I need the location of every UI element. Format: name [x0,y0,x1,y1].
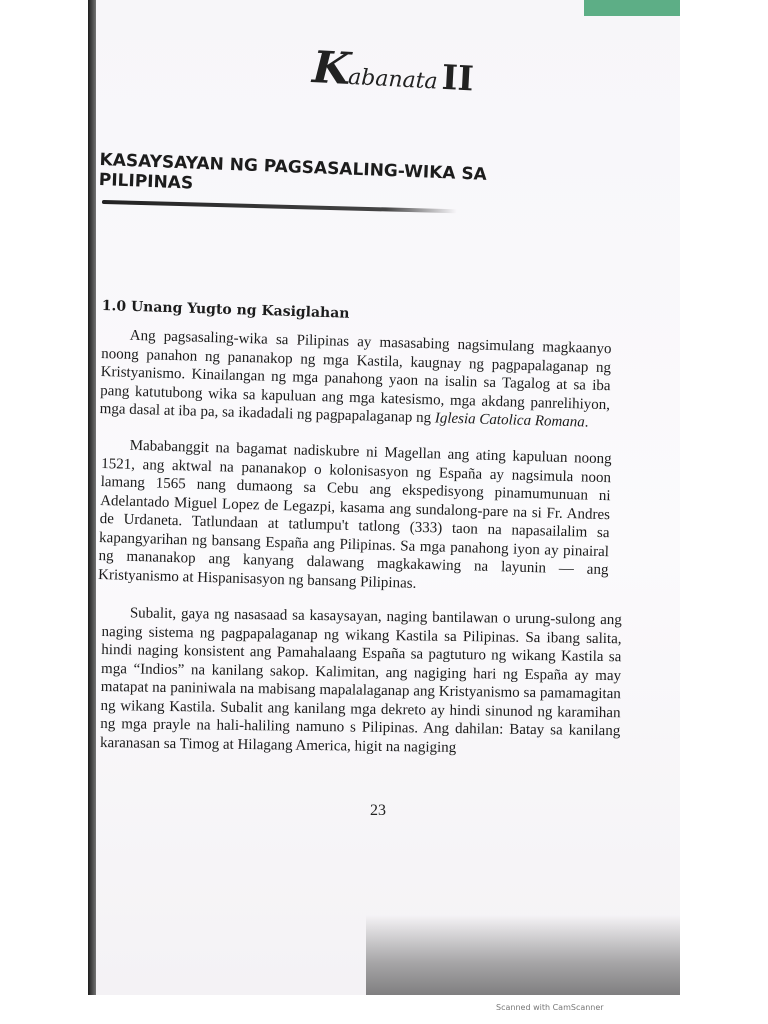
chapter-title: KASAYSAYAN NG PAGSASALING-WIKA SA PILIPINAS [98,150,488,194]
book-page [96,0,680,995]
corner-accent [584,0,680,16]
chapter-heading [311,42,544,114]
section-heading: 1.0 Unang Yugto ng Kasiglahan [101,298,350,322]
paragraph-text: Subalit, gaya ng nasasaad sa kasaysayan, naging bantilawan o urung-sulong ang naging sistema ng pagpapalaganap ng wikang Kastila sa Pilipinas. Sa ibang salita, hindi naging konsistent ang Pamahalaang España sa pagtuturo ng wikang Kastila sa mga “Indios” na kanilang sakop. Kalimitan, ang nagiging hari ng España ay may matapat na paniniwala na mabisang mapalalaganap ang Kristyanismo sa pamamagitan ng wikang Kastila. Subalit ang kanilang mga dekreto ay hindi sinunod ng karamihan ng mga prayle na hali-haliling namuno s Pilipinas. Ang dahilan: Batay sa kanilang karanasan sa Timog at Hilagang America, higit na nagiging [99,605,622,756]
chapter-word: abanata [347,64,439,95]
paragraph-text: Mababanggit na bagamat nadiskubre ni Magellan ang ating kapuluan noong 1521, ang aktwal na pananakop o kolonisasyon ng España ay nagsimula noon lamang 1565 nang dumaong sa Cebu ang ekspedisyong pinamumunuan ni Adelantado Miguel Lopez de Legazpi, kasama ang sundalong-pare na si Fr. Andres de Urdaneta. Tatlundaan at tatlumpu't tatlong (333) taon na napasailalim sa kapangyarihan ng bansang España ang Pilipinas. Sa mga panahong iyon ay pinairal ng mananakop ang kanyang dalawang magkakawing na layunin — ang Kristyanismo at Hispanisasyon ng bansang Pilipinas. [97,437,612,592]
hand-shadow [366,915,680,995]
paragraph-2 [98,436,612,598]
scanner-watermark: Scanned with CamScanner [496,1003,604,1012]
page-number: 23 [370,802,386,819]
scan-background [0,0,96,1024]
chapter-initial: K [311,42,350,95]
paragraph-1: Ang pagsasaling-wika sa Pilipinas ay masasabing nagsimulang magkaanyo noong panahon ng pananakop ng mga Kastila, kaugnay ng pagpapalaganap ng Kristyanismo. Kinailangan ng mga panahong yaon na isalin sa Tagalog at sa iba pang katutubong wika sa kapuluan ang mga katesismo, mga akdang panrelihiyon, mga dasal at iba pa, sa ikadadali ng pagpapalaganap ng Iglesia Catolica Romana. [99,327,612,431]
paragraph-text: Ang pagsasaling-wika sa Pilipinas ay masasabing nagsimulang magkaanyo noong panahon ng pananakop ng mga Kastila, kaugnay ng pagpapalaganap ng Kristyanismo. Kinailangan ng mga panahong yaon na isalin sa Tagalog at sa iba pang katutubong wika sa kapuluan ang mga katesismo, mga akdang panrelihiyon, mga dasal at iba pa, sa ikadadali ng pagpapalaganap ng [99,327,612,427]
title-underline [102,200,457,213]
paragraph-3 [100,604,622,759]
paragraph-italic-text: Iglesia Catolica Romana [434,410,586,431]
chapter-number: II [440,57,475,100]
